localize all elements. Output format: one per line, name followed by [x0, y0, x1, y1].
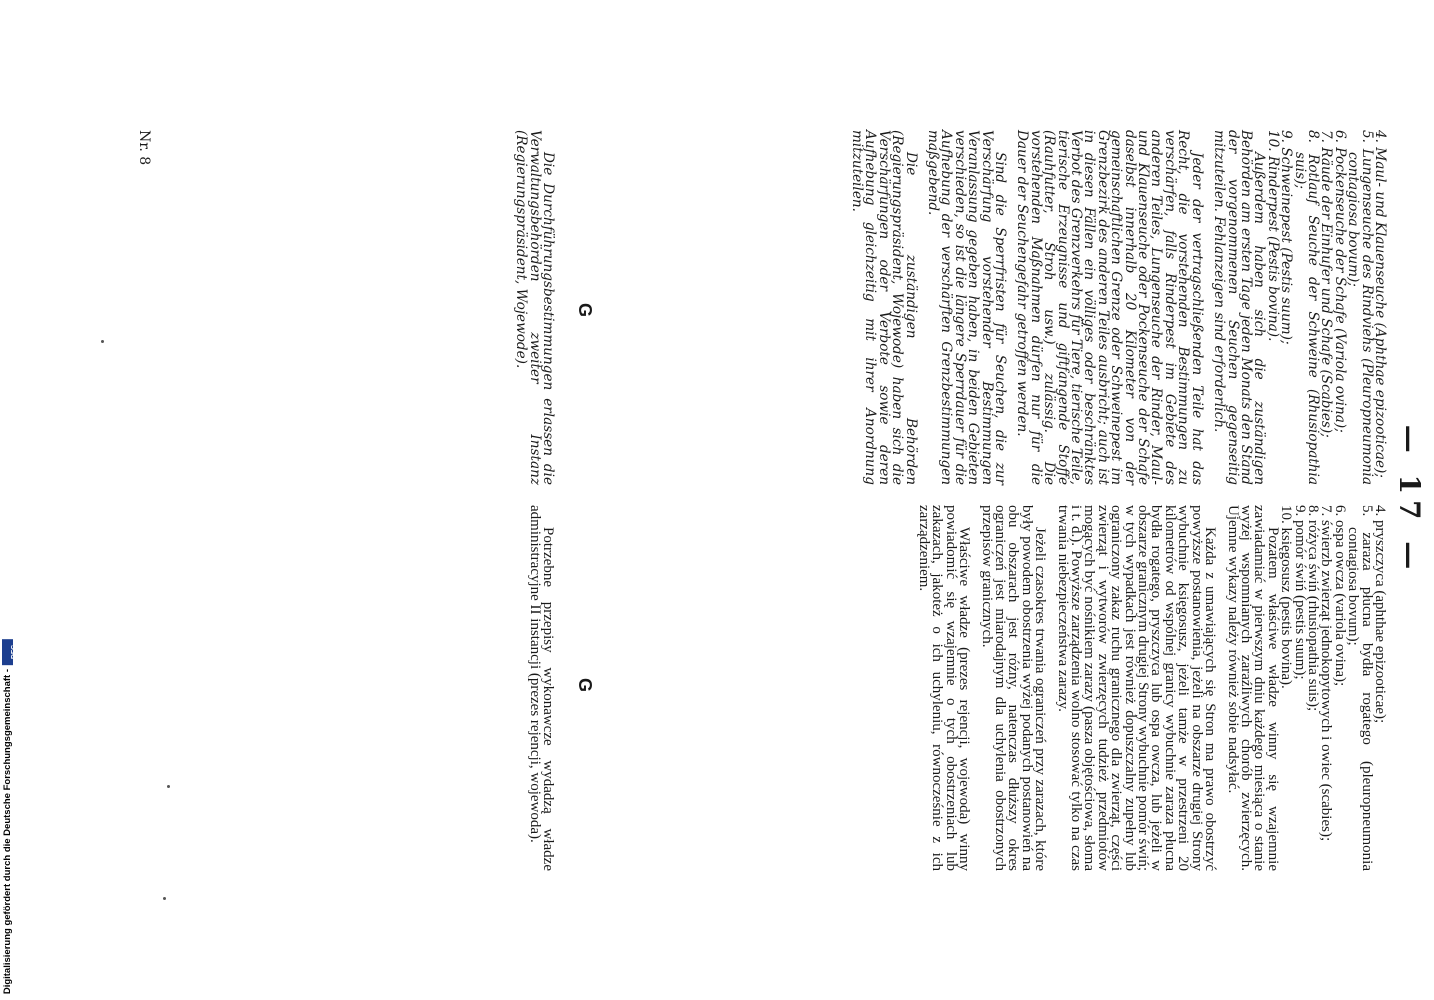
polish-item-9: 9. pomór świń (pestis suum); — [1291, 505, 1308, 680]
polish-item-8: 8. różyca świń (rhusiopathia suis); — [1304, 505, 1321, 712]
polish-item-4: 4. pryszczyca (aphthae epizooticae); — [1372, 505, 1388, 724]
digitization-watermark — [2, 639, 18, 994]
german-item-6: 6. Pockenseuche der Schafe (Variola ovina); — [1331, 130, 1348, 433]
page-footer-number: Nr. 8 — [136, 130, 152, 166]
german-item-5: 5. Lungenseuche des Rindviehs (Pleuropneumonia contagiosa bovum); — [1345, 130, 1375, 485]
german-item-10: 10. Rinderpest (Pestis bovina). — [1264, 130, 1281, 342]
polish-paragraph-3: Jeżeli czasokres trwania ograniczeń przy zarazach, które były powodem obostrzenia wyżej podanych postanowień na obu obszarach jest różny, natenczas dłuższy okres ograniczeń jest miarodajnym dla uchylenia obostrzonych przepisów granicznych. — [978, 505, 1049, 871]
polish-final-column — [527, 505, 554, 871]
dfg-logo: DFG — [2, 639, 13, 665]
german-paragraph-4: Die zuständigen Behörden (Regierungspräsident, Wojewode) haben sich die Verschärfungen oder Verbote sowie deren Aufhebung gleichzeitig mit ihrer Anordnung mitzuteilen. — [848, 130, 919, 485]
german-final-column — [514, 130, 554, 485]
german-column — [850, 130, 1386, 485]
page-number: — 17 — — [1393, 424, 1426, 576]
polish-paragraph-2: Każda z umawiających się Stron ma prawo obostrzyć powyższe postanowienia, jeżeli na obszarze drugiej Strony wybuchnie księgosusz, jeżeli tamże w przestrzeni 20 kilometrów od wspólnej granicy wybuchnie zaraza płucna bydła rogatego, pryszczyca lub ospa owcza, lub jeżeli w obszarze granicznym drugiej Strony wybuchnie pomór świń; w tych wypadkach jest również dopuszczalny zupełny lub ograniczony zakaz ruchu granicznego dla zwierząt, części zwierząt i wytworów zwierzęcych tudzież przedmiotów mogących być nośnikiem zarazy (pasza objętościowa, słoma i t. d.). Powyższe zarządzenia wolno stosować tylko na czas trwania niebezpieczeństwa zarazy. — [1054, 505, 1219, 871]
polish-item-10: 10. księgosusz (pestis bovina). — [1278, 505, 1295, 689]
german-item-7: 7. Räude der Einhufer und Schafe (Scabies); — [1318, 130, 1335, 438]
german-final-paragraph: Die Durchführungsbestimmungen erlassen die Verwaltungsbehörden zweiter Instanz (Regierungspräsident, Wojewode). — [513, 130, 556, 485]
polish-final-paragraph: Potrzebne przepisy wykonawcze wydadzą władze administracyjne II instancji (prezes rejencji, wojewoda). — [526, 505, 556, 871]
polish-item-6: 6. ospa owcza (variola ovina); — [1331, 505, 1348, 687]
german-item-8: 8. Rotlauf Seuche der Schweine (Rhusiopathia suis); — [1291, 130, 1321, 485]
german-item-4: 4. Maul- und Klauenseuche (Aphthae epizooticae); — [1372, 130, 1388, 478]
watermark-text: Digitalisierung gefördert durch die Deutsche Forschungsgemeinschaft - — [2, 668, 13, 994]
polish-paragraph-1: Pozatem właściwe władze winny się wzajemnie zawiadamiać w pierwszym dniu każdego miesiąca o stanie wyżej wspomnianych zaraźliwych chorób zwierzęcych. Ujemne wykazy należy również sobie nadsyłać. — [1224, 505, 1281, 871]
scan-speck — [167, 785, 170, 788]
polish-paragraph-4: Właściwe władze (prezes rejencji, wojewoda) winny powiadomić się wzajemnie o tych obostrzeniach lub zakazach, jakoteż o ich uchyleniu, równocześnie z ich zarządzeniem. — [916, 505, 973, 871]
polish-item-5: 5. zaraza płucna bydła rogatego (pleuropneumonia contagiosa bovum); — [1345, 505, 1375, 871]
polish-column — [917, 505, 1386, 871]
polish-item-7: 7. świerzb zwierząt jednokopytowych i owiec (scabies); — [1318, 505, 1335, 842]
polish-section-separator: G — [575, 677, 595, 692]
german-item-9: 9. Schweinepest (Pestis suum); — [1278, 130, 1295, 345]
scan-speck — [163, 897, 166, 900]
scan-speck — [101, 340, 104, 343]
german-paragraph-1: Außerdem haben sich die zuständigen Behörden am ersten Tage jeden Monats den Stand der vorgenommenen Seuchen gegenseitig mitzuteilen. Fehlanzeigen sind erforderlich. — [1211, 130, 1268, 485]
german-section-separator: G — [575, 302, 595, 317]
german-paragraph-2: Jeder der vertragschließenden Teile hat das Recht, die vorstehenden Bestimmungen zu verschärfen, falls Rinderpest im Gebiete des anderen Teiles, Lungenseuche der Rinder, Maul- und Klauenseuche oder Pockenseuche der Schafe daselbst innerhalb 20 Kilometer von der gemeinschaftlichen Grenze oder Schweinepest im Grenzbezirk des anderen Teiles ausbricht; auch ist in diesen Fällen ein völliges oder beschränktes Verbot des Grenzverkehrs für Tiere, tierische Teile, tierische Erzeugnisse und giftfangende Stoffe (Rauhfutter, Stroh usw.) zulässig. Die vorstehenden Maßnahmen dürfen nur für die Dauer der Seuchengefahr getroffen werden. — [1014, 130, 1205, 485]
german-paragraph-3: Sind die Sperrfristen für Seuchen, die zur Verschärfung vorstehender Bestimmungen Veranlassung gegeben haben, in beiden Gebieten verschieden, so ist die längere Sperrdauer für die Aufhebung der verschärften Grenzbestimmungen maßgebend. — [925, 130, 1009, 485]
